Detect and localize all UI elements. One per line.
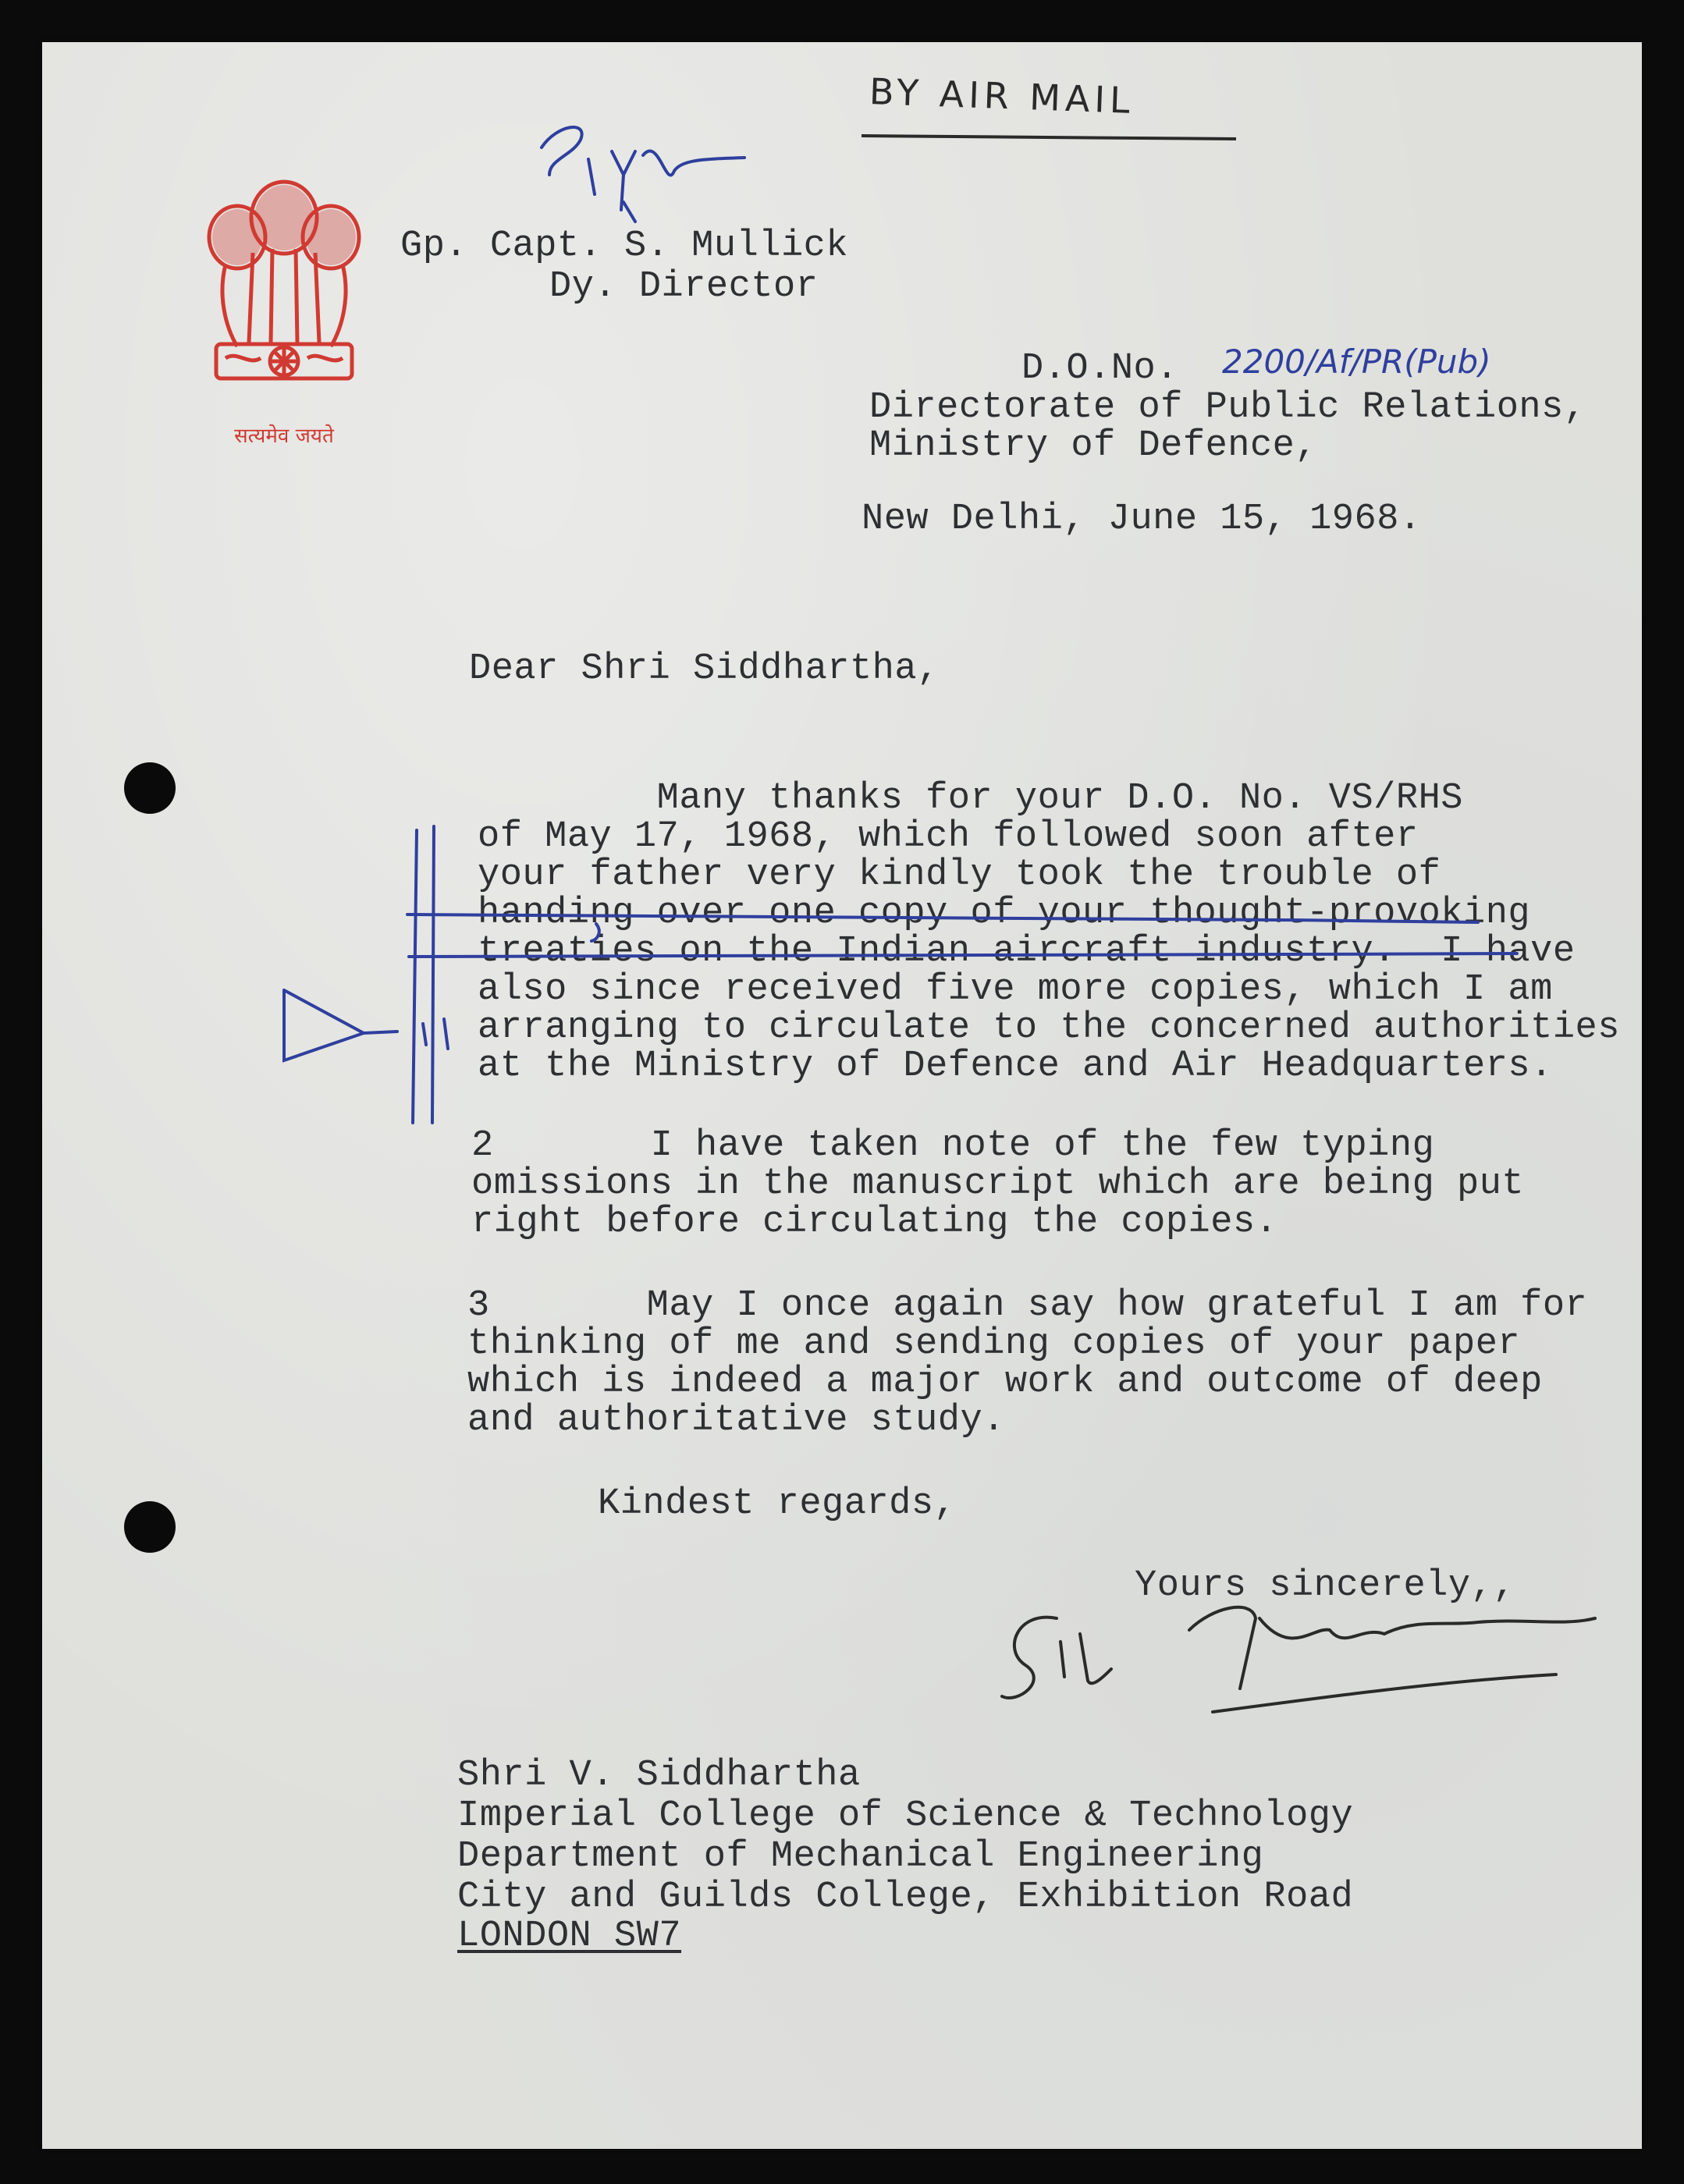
national-emblem	[194, 163, 374, 452]
paragraph-line: arranging to circulate to the concerned authorities	[478, 1007, 1620, 1049]
air-mail-annotation: BY AIR MAIL	[869, 70, 1135, 122]
office-line-2: Ministry of Defence,	[869, 425, 1318, 467]
office-line-1: Directorate of Public Relations,	[869, 387, 1586, 428]
punch-hole-bottom	[124, 1501, 176, 1553]
paragraph-line: and authoritative study.	[467, 1400, 1005, 1441]
letter-sheet	[42, 42, 1642, 2149]
sender-name: Gp. Capt. S. Mullick	[400, 226, 849, 267]
do-number-handwritten: 2200/Af/PR(Pub)	[1222, 343, 1491, 381]
paragraph-line: also since received five more copies, which I am	[478, 969, 1553, 1010]
paragraph-line: treaties on the Indian aircraft industry. I have	[478, 931, 1576, 972]
recipient-name: Shri V. Siddhartha	[457, 1755, 861, 1796]
paragraph-line: handing over one copy of your thought-provoking	[478, 893, 1531, 934]
recipient-city: LONDON SW7	[457, 1916, 682, 1957]
letter-date: New Delhi, June 15, 1968.	[862, 499, 1422, 540]
paragraph-line: omissions in the manuscript which are being put	[471, 1163, 1525, 1205]
paragraph-line: right before circulating the copies.	[471, 1202, 1278, 1243]
recipient-line-2: Department of Mechanical Engineering	[457, 1836, 1264, 1877]
lion-capital-icon	[194, 163, 374, 413]
paragraph-line: which is indeed a major work and outcome of deep	[467, 1362, 1543, 1403]
emblem-motto: सत्यमेव जयते	[234, 424, 334, 448]
do-number-label: D.O.No.	[1021, 348, 1178, 389]
punch-hole-top	[124, 762, 176, 814]
paragraph-line: thinking of me and sending copies of your paper	[467, 1323, 1521, 1365]
recipient-line-1: Imperial College of Science & Technology	[457, 1795, 1354, 1837]
paragraph-line: 3 May I once again say how grateful I am for	[467, 1285, 1588, 1326]
salutation: Dear Shri Siddhartha,	[469, 648, 940, 690]
sender-title: Dy. Director	[549, 266, 819, 307]
paragraph-line: at the Ministry of Defence and Air Headquarters.	[478, 1046, 1553, 1087]
recipient-line-3: City and Guilds College, Exhibition Road	[457, 1877, 1354, 1918]
paragraph-line: of May 17, 1968, which followed soon after	[478, 816, 1419, 858]
paragraph-line: Many thanks for your D.O. No. VS/RHS	[478, 778, 1464, 819]
paragraph-line: your father very kindly took the trouble of	[478, 854, 1441, 896]
paragraph-line: 2 I have taken note of the few typing	[471, 1125, 1435, 1167]
yours-sincerely: Yours sincerely,,	[1135, 1565, 1515, 1607]
kindest-regards: Kindest regards,	[598, 1483, 957, 1525]
